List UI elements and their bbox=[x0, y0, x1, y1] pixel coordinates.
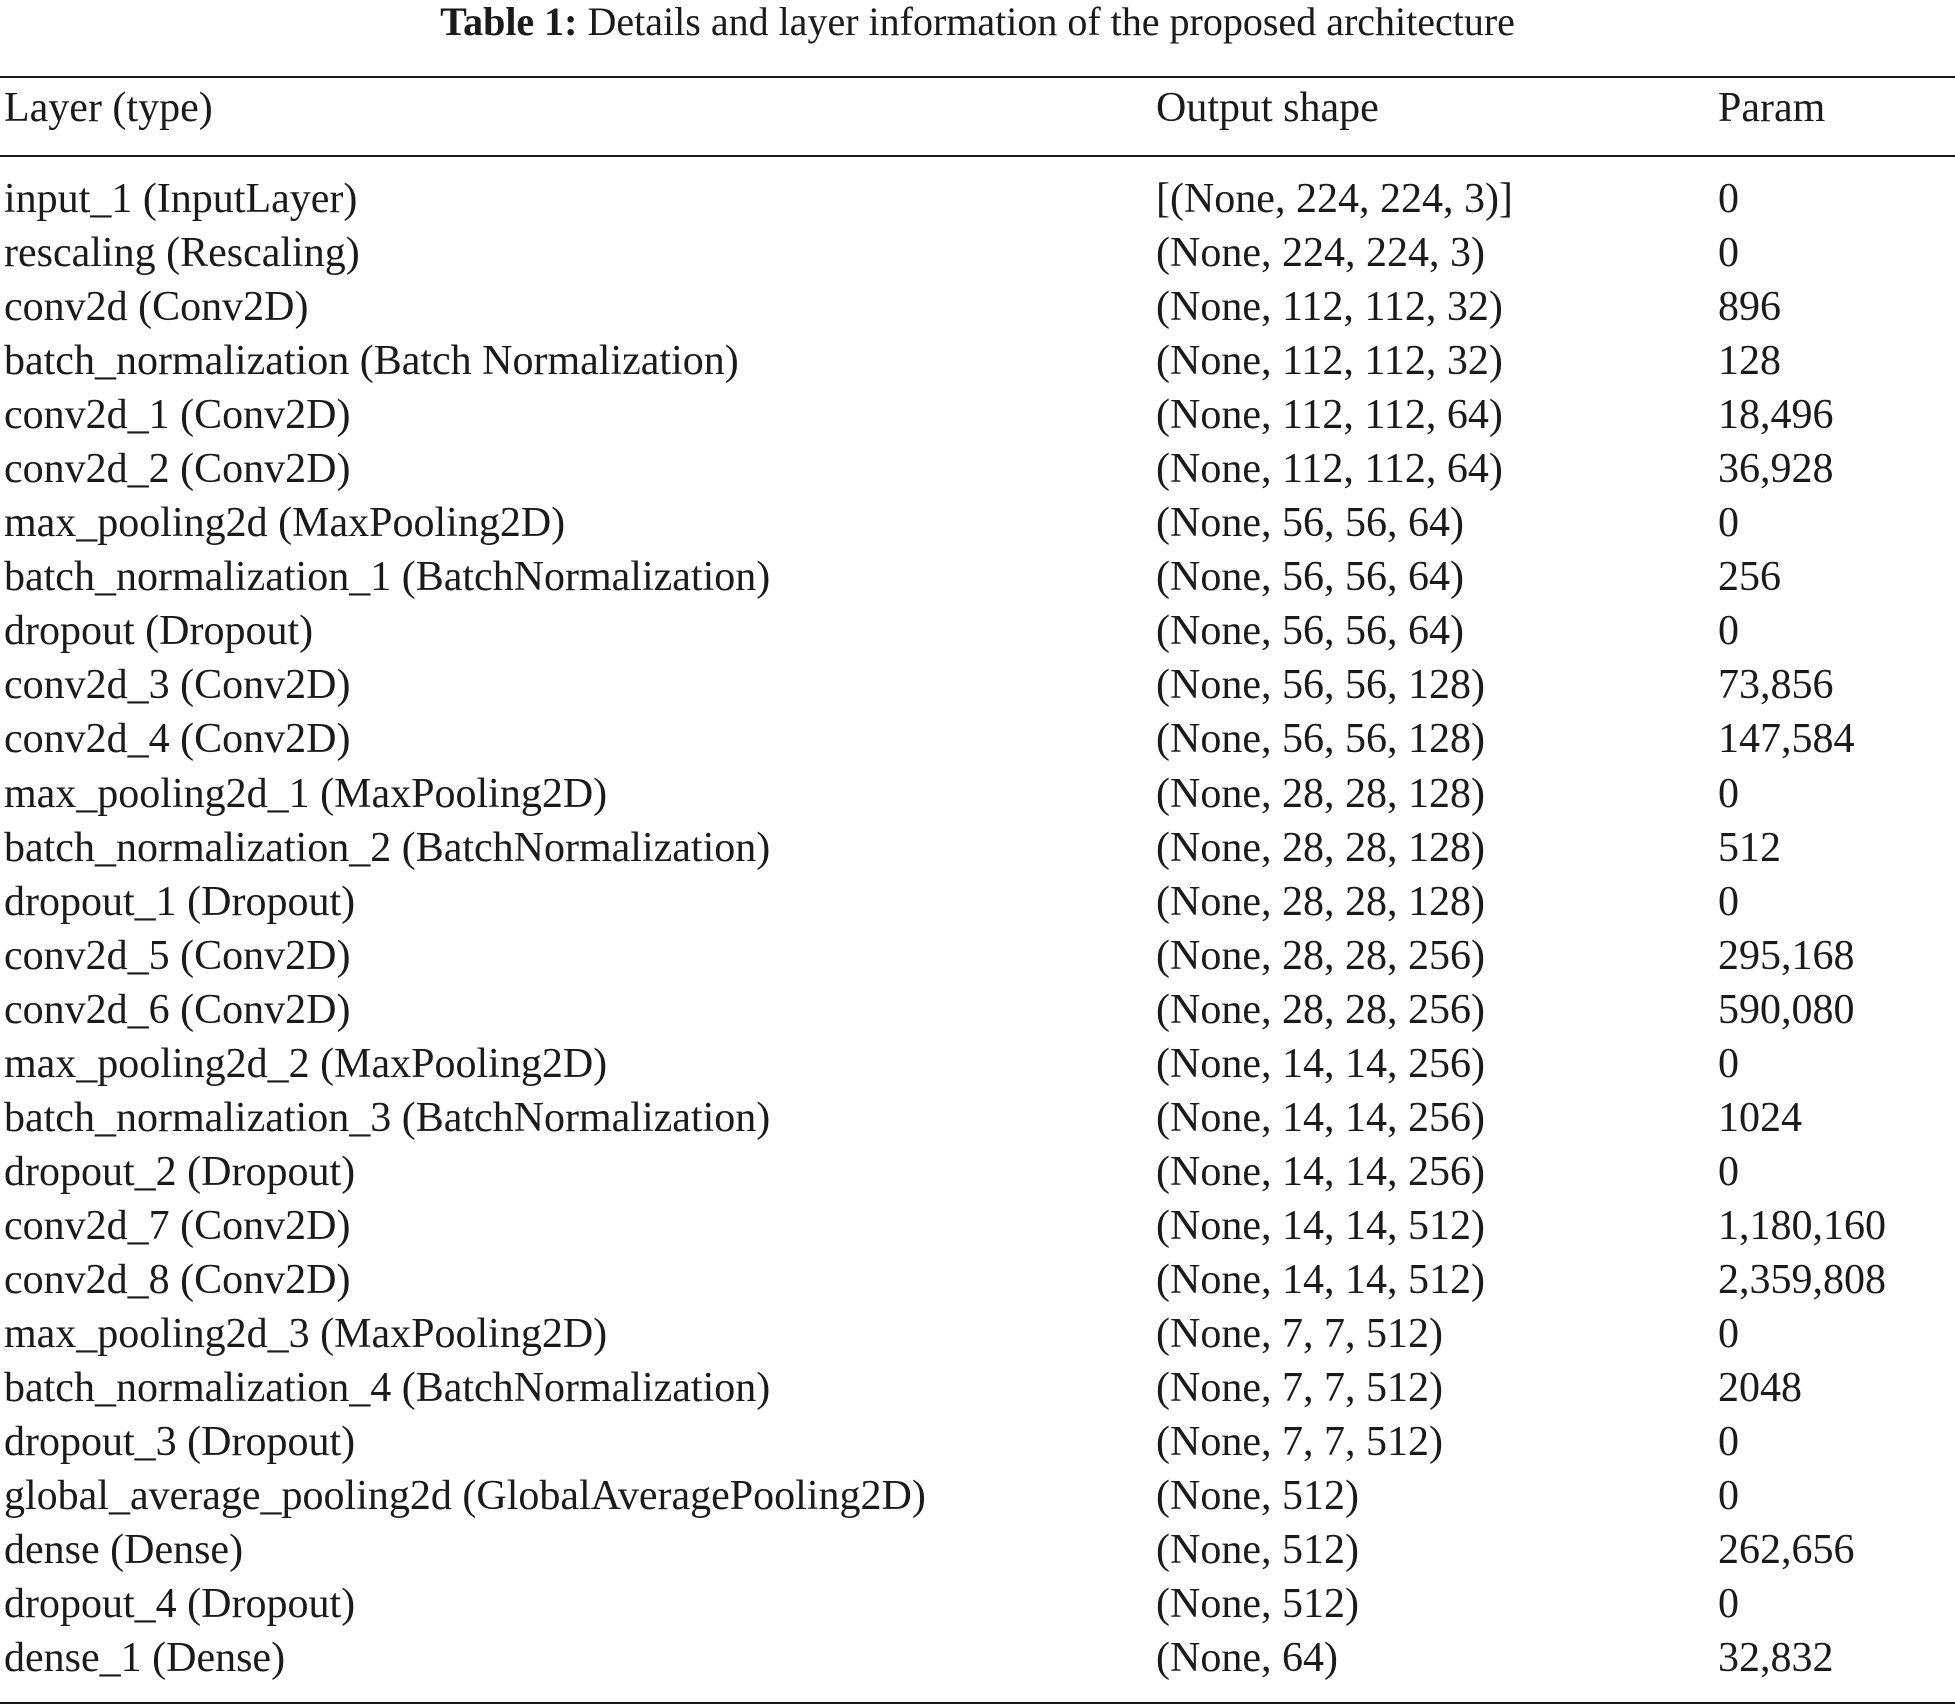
output-shape-cell: (None, 512) bbox=[1156, 1473, 1359, 1520]
output-shape-cell: (None, 28, 28, 128) bbox=[1156, 878, 1485, 925]
output-shape-cell: (None, 224, 224, 3) bbox=[1156, 230, 1485, 277]
layer-cell: dropout_4 (Dropout) bbox=[4, 1581, 356, 1628]
table-row bbox=[0, 1199, 1955, 1253]
param-cell: 256 bbox=[1718, 554, 1781, 601]
header-rule bbox=[0, 155, 1955, 157]
layer-cell: dropout_2 (Dropout) bbox=[4, 1148, 356, 1195]
output-shape-cell: (None, 512) bbox=[1156, 1527, 1359, 1574]
table-row bbox=[0, 983, 1955, 1037]
table-row bbox=[0, 334, 1955, 388]
header-output-shape: Output shape bbox=[1156, 85, 1379, 131]
output-shape-cell: (None, 14, 14, 256) bbox=[1156, 1148, 1485, 1195]
layer-cell: conv2d_5 (Conv2D) bbox=[4, 932, 351, 979]
param-cell: 18,496 bbox=[1718, 392, 1834, 439]
table-row bbox=[0, 767, 1955, 821]
layer-cell: dense (Dense) bbox=[4, 1527, 244, 1574]
table-row bbox=[0, 1253, 1955, 1307]
param-cell: 1,180,160 bbox=[1718, 1202, 1886, 1249]
header-param: Param bbox=[1718, 85, 1826, 131]
table-row bbox=[0, 712, 1955, 766]
layer-cell: batch_normalization_2 (BatchNormalization) bbox=[4, 824, 771, 871]
param-cell: 32,832 bbox=[1718, 1635, 1834, 1682]
param-cell: 0 bbox=[1718, 1040, 1739, 1087]
layer-cell: max_pooling2d_1 (MaxPooling2D) bbox=[4, 770, 608, 817]
bottom-rule bbox=[0, 1702, 1955, 1704]
table-body bbox=[0, 172, 1955, 1685]
table-row bbox=[0, 226, 1955, 280]
output-shape-cell: (None, 14, 14, 256) bbox=[1156, 1094, 1485, 1141]
param-cell: 590,080 bbox=[1718, 986, 1855, 1033]
param-cell: 0 bbox=[1718, 230, 1739, 277]
param-cell: 0 bbox=[1718, 1581, 1739, 1628]
output-shape-cell: (None, 112, 112, 32) bbox=[1156, 338, 1503, 385]
output-shape-cell: (None, 56, 56, 64) bbox=[1156, 554, 1464, 601]
output-shape-cell: (None, 28, 28, 128) bbox=[1156, 824, 1485, 871]
table-row bbox=[0, 1361, 1955, 1415]
output-shape-cell: (None, 28, 28, 128) bbox=[1156, 770, 1485, 817]
caption-text: Details and layer information of the proposed architecture bbox=[587, 0, 1515, 44]
output-shape-cell: (None, 64) bbox=[1156, 1635, 1338, 1682]
layer-cell: conv2d_4 (Conv2D) bbox=[4, 716, 351, 763]
output-shape-cell: (None, 7, 7, 512) bbox=[1156, 1310, 1443, 1357]
table-header bbox=[0, 84, 1955, 144]
layer-cell: max_pooling2d (MaxPooling2D) bbox=[4, 500, 566, 547]
layer-cell: conv2d_6 (Conv2D) bbox=[4, 986, 351, 1033]
param-cell: 0 bbox=[1718, 176, 1739, 222]
table-row bbox=[0, 658, 1955, 712]
table-row bbox=[0, 1145, 1955, 1199]
layer-cell: conv2d_1 (Conv2D) bbox=[4, 392, 351, 439]
table-row bbox=[0, 496, 1955, 550]
param-cell: 73,856 bbox=[1718, 662, 1834, 709]
table-row bbox=[0, 388, 1955, 442]
table-row bbox=[0, 442, 1955, 496]
layer-cell: batch_normalization (Batch Normalization) bbox=[4, 338, 739, 385]
param-cell: 0 bbox=[1718, 608, 1739, 655]
table-row bbox=[0, 1631, 1955, 1685]
layer-cell: max_pooling2d_3 (MaxPooling2D) bbox=[4, 1310, 608, 1357]
param-cell: 0 bbox=[1718, 1310, 1739, 1357]
layer-cell: conv2d_7 (Conv2D) bbox=[4, 1202, 351, 1249]
output-shape-cell: (None, 112, 112, 32) bbox=[1156, 284, 1503, 331]
table-row bbox=[0, 280, 1955, 334]
table-row bbox=[0, 604, 1955, 658]
output-shape-cell: (None, 7, 7, 512) bbox=[1156, 1419, 1443, 1466]
layer-cell: dropout_1 (Dropout) bbox=[4, 878, 356, 925]
layer-cell: input_1 (InputLayer) bbox=[4, 176, 358, 222]
param-cell: 0 bbox=[1718, 770, 1739, 817]
layer-cell: conv2d (Conv2D) bbox=[4, 284, 309, 331]
layer-cell: global_average_pooling2d (GlobalAveragePooling2D) bbox=[4, 1473, 926, 1520]
param-cell: 2,359,808 bbox=[1718, 1256, 1886, 1303]
output-shape-cell: (None, 7, 7, 512) bbox=[1156, 1365, 1443, 1412]
table-row bbox=[0, 1307, 1955, 1361]
param-cell: 0 bbox=[1718, 500, 1739, 547]
output-shape-cell: (None, 56, 56, 128) bbox=[1156, 662, 1485, 709]
output-shape-cell: (None, 512) bbox=[1156, 1581, 1359, 1628]
output-shape-cell: (None, 28, 28, 256) bbox=[1156, 932, 1485, 979]
table-row bbox=[0, 929, 1955, 983]
table-row bbox=[0, 1091, 1955, 1145]
output-shape-cell: (None, 14, 14, 512) bbox=[1156, 1202, 1485, 1249]
param-cell: 0 bbox=[1718, 878, 1739, 925]
output-shape-cell: (None, 14, 14, 512) bbox=[1156, 1256, 1485, 1303]
output-shape-cell: (None, 28, 28, 256) bbox=[1156, 986, 1485, 1033]
param-cell: 896 bbox=[1718, 284, 1781, 331]
param-cell: 295,168 bbox=[1718, 932, 1855, 979]
output-shape-cell: (None, 112, 112, 64) bbox=[1156, 446, 1503, 493]
output-shape-cell: (None, 14, 14, 256) bbox=[1156, 1040, 1485, 1087]
param-cell: 128 bbox=[1718, 338, 1781, 385]
caption-label: Table 1: bbox=[440, 0, 578, 44]
layer-cell: batch_normalization_3 (BatchNormalization) bbox=[4, 1094, 771, 1141]
header-layer-type: Layer (type) bbox=[4, 85, 213, 131]
layer-cell: batch_normalization_4 (BatchNormalization) bbox=[4, 1365, 771, 1412]
layer-cell: dropout (Dropout) bbox=[4, 608, 314, 655]
table-caption bbox=[0, 0, 1955, 44]
param-cell: 1024 bbox=[1718, 1094, 1802, 1141]
layer-cell: max_pooling2d_2 (MaxPooling2D) bbox=[4, 1040, 608, 1087]
layer-cell: dropout_3 (Dropout) bbox=[4, 1419, 356, 1466]
output-shape-cell: (None, 56, 56, 64) bbox=[1156, 500, 1464, 547]
output-shape-cell: (None, 56, 56, 128) bbox=[1156, 716, 1485, 763]
table-row bbox=[0, 550, 1955, 604]
output-shape-cell: [(None, 224, 224, 3)] bbox=[1156, 176, 1513, 222]
table-row bbox=[0, 172, 1955, 226]
layer-cell: conv2d_2 (Conv2D) bbox=[4, 446, 351, 493]
param-cell: 0 bbox=[1718, 1419, 1739, 1466]
table-row bbox=[0, 1577, 1955, 1631]
param-cell: 0 bbox=[1718, 1148, 1739, 1195]
layer-cell: rescaling (Rescaling) bbox=[4, 230, 360, 277]
param-cell: 36,928 bbox=[1718, 446, 1834, 493]
param-cell: 147,584 bbox=[1718, 716, 1855, 763]
output-shape-cell: (None, 112, 112, 64) bbox=[1156, 392, 1503, 439]
layer-cell: batch_normalization_1 (BatchNormalization) bbox=[4, 554, 771, 601]
param-cell: 262,656 bbox=[1718, 1527, 1855, 1574]
table-row bbox=[0, 875, 1955, 929]
param-cell: 512 bbox=[1718, 824, 1781, 871]
table-row bbox=[0, 1037, 1955, 1091]
layer-cell: dense_1 (Dense) bbox=[4, 1635, 286, 1682]
table-row bbox=[0, 1415, 1955, 1469]
param-cell: 2048 bbox=[1718, 1365, 1802, 1412]
table-row bbox=[0, 821, 1955, 875]
top-rule bbox=[0, 76, 1955, 78]
output-shape-cell: (None, 56, 56, 64) bbox=[1156, 608, 1464, 655]
table-row bbox=[0, 1523, 1955, 1577]
layer-cell: conv2d_3 (Conv2D) bbox=[4, 662, 351, 709]
layer-cell: conv2d_8 (Conv2D) bbox=[4, 1256, 351, 1303]
table-row bbox=[0, 1469, 1955, 1523]
param-cell: 0 bbox=[1718, 1473, 1739, 1520]
